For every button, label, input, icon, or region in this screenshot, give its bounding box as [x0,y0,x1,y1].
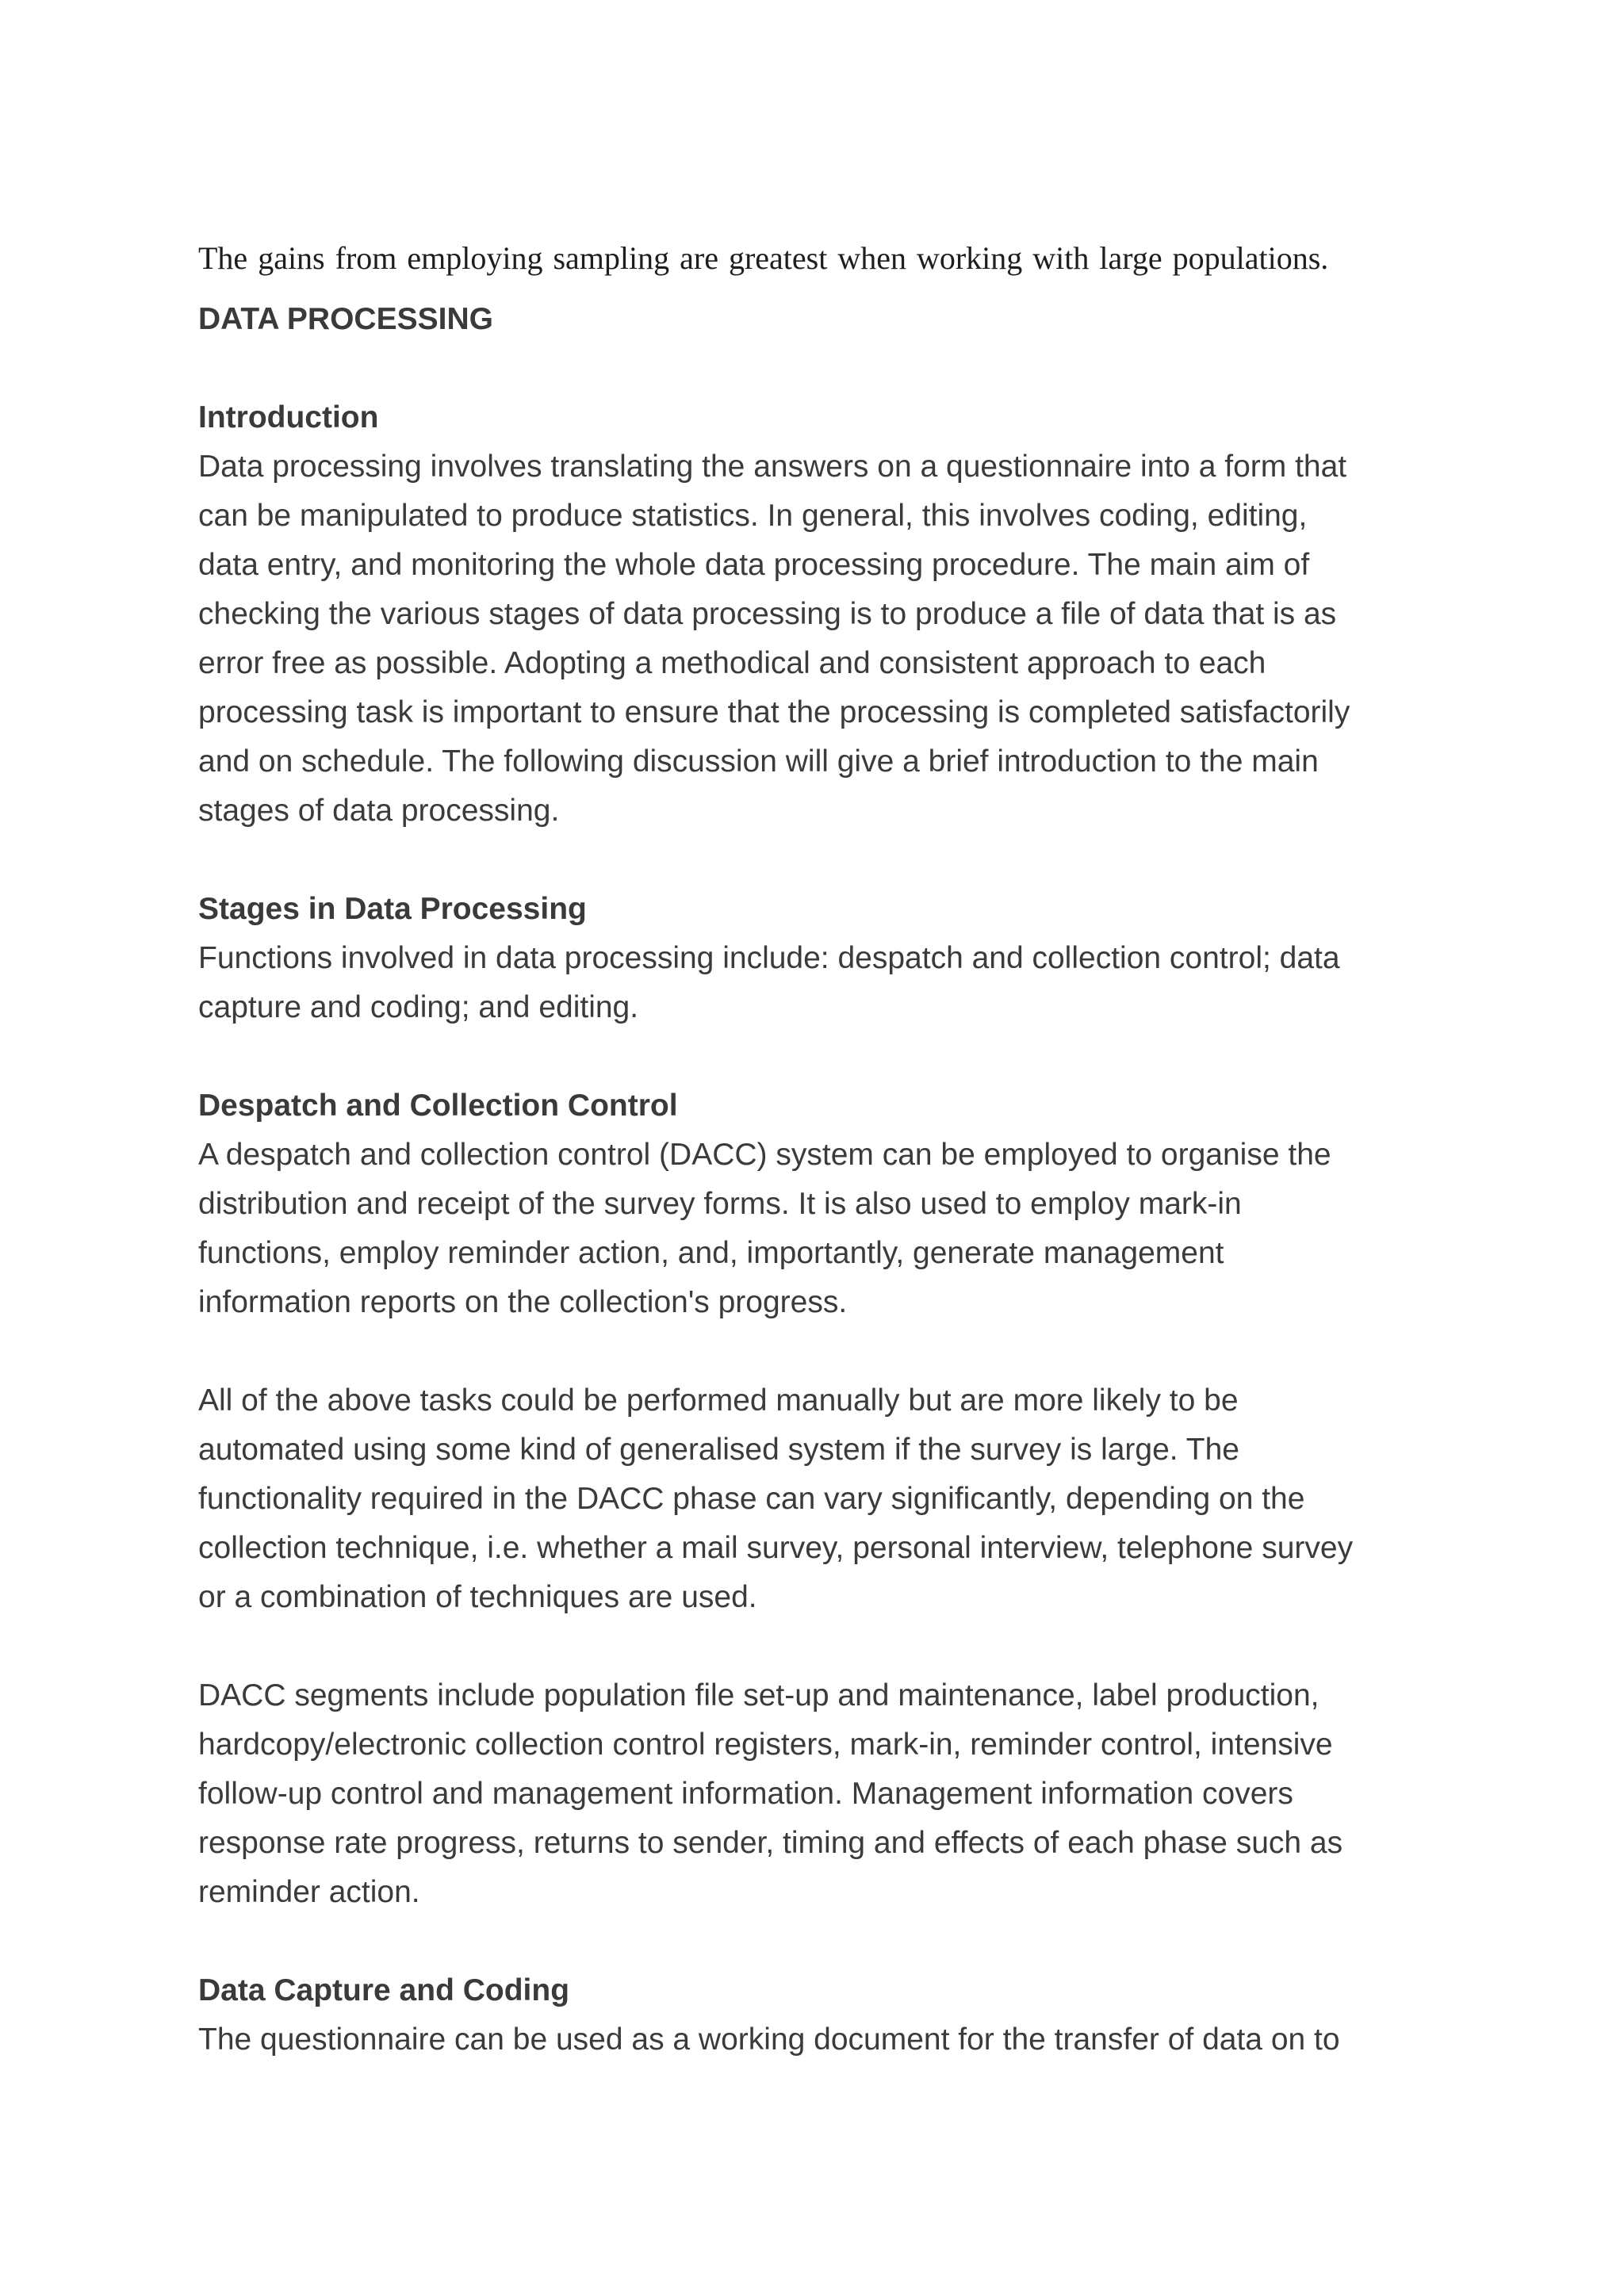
text-line: and on schedule. The following discussion will give a brief introduction to the main [198,744,1319,779]
text-line: can be manipulated to produce statistics. In general, this involves coding, editing, [198,499,1308,533]
document-title: DATA PROCESSING [198,302,493,336]
text-line: functionality required in the DACC phase can vary significantly, depending on the [198,1482,1305,1516]
text-line: reminder action. [198,1875,420,1909]
document-body [198,230,1435,2114]
text-line: hardcopy/electronic collection control registers, mark-in, reminder control, intensive [198,1728,1333,1762]
section-heading: Data Capture and Coding [198,1973,570,2007]
text-line: response rate progress, returns to sender, timing and effects of each phase such as [198,1826,1343,1860]
text-line: The questionnaire can be used as a working document for the transfer of data on to [198,2022,1340,2057]
text-line: functions, employ reminder action, and, importantly, generate management [198,1236,1224,1270]
intro-sentence: The gains from employing sampling are greatest when working with large populations. [198,240,1329,276]
paragraph [198,934,1435,1032]
section-stages-in-data-processing [198,885,1435,1032]
section-heading: Despatch and Collection Control [198,1089,678,1123]
section-heading: Introduction [198,400,379,434]
text-line: capture and coding; and editing. [198,990,639,1024]
text-line: collection technique, i.e. whether a mail survey, personal interview, telephone survey [198,1531,1354,1565]
section-heading: Stages in Data Processing [198,892,587,926]
text-line: All of the above tasks could be performed manually but are more likely to be [198,1383,1239,1418]
paragraph [198,1131,1435,1327]
text-line: automated using some kind of generalised system if the survey is large. The [198,1433,1239,1467]
text-line: Data processing involves translating the answers on a questionnaire into a form that [198,450,1347,484]
text-line: or a combination of techniques are used. [198,1580,757,1614]
text-line: processing task is important to ensure that the processing is completed satisfactorily [198,695,1350,729]
text-line: A despatch and collection control (DACC) system can be employed to organise the [198,1138,1331,1172]
text-line: Functions involved in data processing include: despatch and collection control; data [198,941,1340,975]
text-line: checking the various stages of data processing is to produce a file of data that is as [198,597,1337,631]
text-line: DACC segments include population file set-up and maintenance, label production, [198,1678,1320,1712]
text-line: follow-up control and management information. Management information covers [198,1777,1293,1811]
text-line: information reports on the collection's progress. [198,1285,848,1319]
text-line: distribution and receipt of the survey forms. It is also used to employ mark-in [198,1187,1242,1221]
paragraph [198,2015,1435,2064]
paragraph [198,442,1435,836]
text-line: stages of data processing. [198,794,560,828]
text-line: data entry, and monitoring the whole data processing procedure. The main aim of [198,548,1310,582]
paragraph [198,1671,1435,1917]
section-despatch-and-collection-control [198,1081,1435,1917]
text-line: error free as possible. Adopting a methodical and consistent approach to each [198,646,1266,680]
section-data-capture-and-coding [198,1966,1435,2064]
section-introduction [198,393,1435,836]
paragraph [198,1376,1435,1622]
